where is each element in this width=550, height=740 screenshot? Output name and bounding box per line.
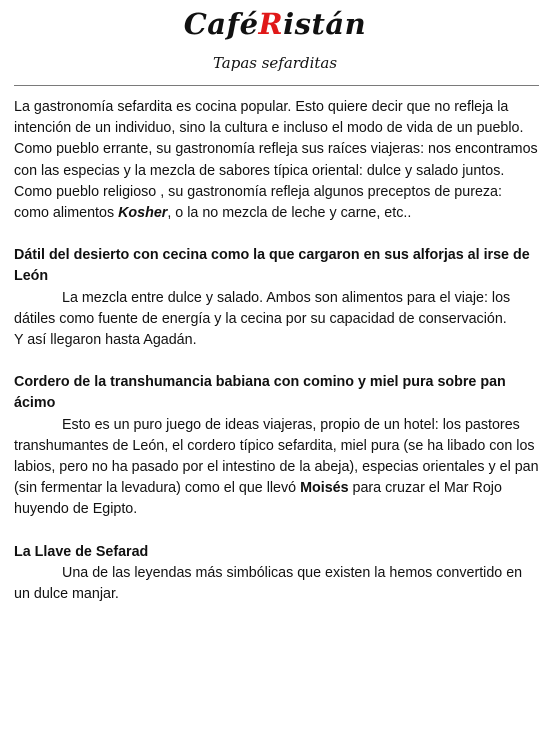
spacer [14, 521, 539, 542]
intro-p3-text: Como pueblo religioso , su gastronomía refleja algunos preceptos de pureza: como alimentos [14, 183, 502, 222]
logo-text-part3: istán [283, 7, 367, 41]
section-title-datil: Dátil del desierto con cecina como la que cargaron en sus alforjas al irse de León [14, 247, 530, 285]
intro-paragraph-1: La gastronomía sefardita es cocina popular. Esto quiere decir que no refleja la intención de un individuo, sino la cultura e incluso el modo de vida de un pueblo. [14, 99, 524, 137]
section-title-llave: La Llave de Sefarad [14, 543, 149, 560]
section-extra-datil: Y así llegaron hasta Agadán. [14, 332, 197, 349]
spacer [14, 224, 539, 245]
spacer [14, 351, 539, 372]
header-divider [14, 85, 539, 86]
intro-p3-tail: , o la no mezcla de leche y carne, etc.. [167, 205, 412, 222]
moises-emphasis: Moisés [300, 480, 349, 497]
document-body [14, 97, 539, 605]
intro-paragraph-3 [14, 182, 539, 224]
logo-text-accent: R [258, 7, 284, 41]
intro-paragraph-2: Como pueblo errante, su gastronomía refleja sus raíces viajeras: nos encontramos con las especias y la mezcla de sabores típica oriental: dulce y salado juntos. [14, 141, 538, 179]
brand-logo [0, 4, 550, 44]
logo-text-part1: Café [183, 7, 259, 41]
page-subtitle: Tapas sefarditas [212, 54, 338, 72]
cordero-text: Esto es un puro juego de ideas viajeras, propio de un hotel: los pastores transhumantes de León, el cordero típico sefardita, miel pura (se ha libado con los labios, pero no ha pasado por el intestino de la abeja), especias orientales y el pan (sin fermentar la levadura) como el que llevó [14, 416, 539, 497]
kosher-emphasis: Kosher [118, 205, 168, 222]
section-body-cordero [14, 415, 539, 521]
section-body-llave: Una de las leyendas más simbólicas que existen la hemos convertido en un dulce manjar. [14, 564, 523, 603]
section-title-cordero: Cordero de la transhumancia babiana con comino y miel pura sobre pan ácimo [14, 374, 506, 412]
cordero-text-tail: para cruzar el Mar Rojo huyendo de Egipto. [14, 480, 502, 518]
section-body-datil: La mezcla entre dulce y salado. Ambos son alimentos para el viaje: los dátiles como fuente de energía y la cecina por su capacidad de conservación. [14, 289, 511, 327]
